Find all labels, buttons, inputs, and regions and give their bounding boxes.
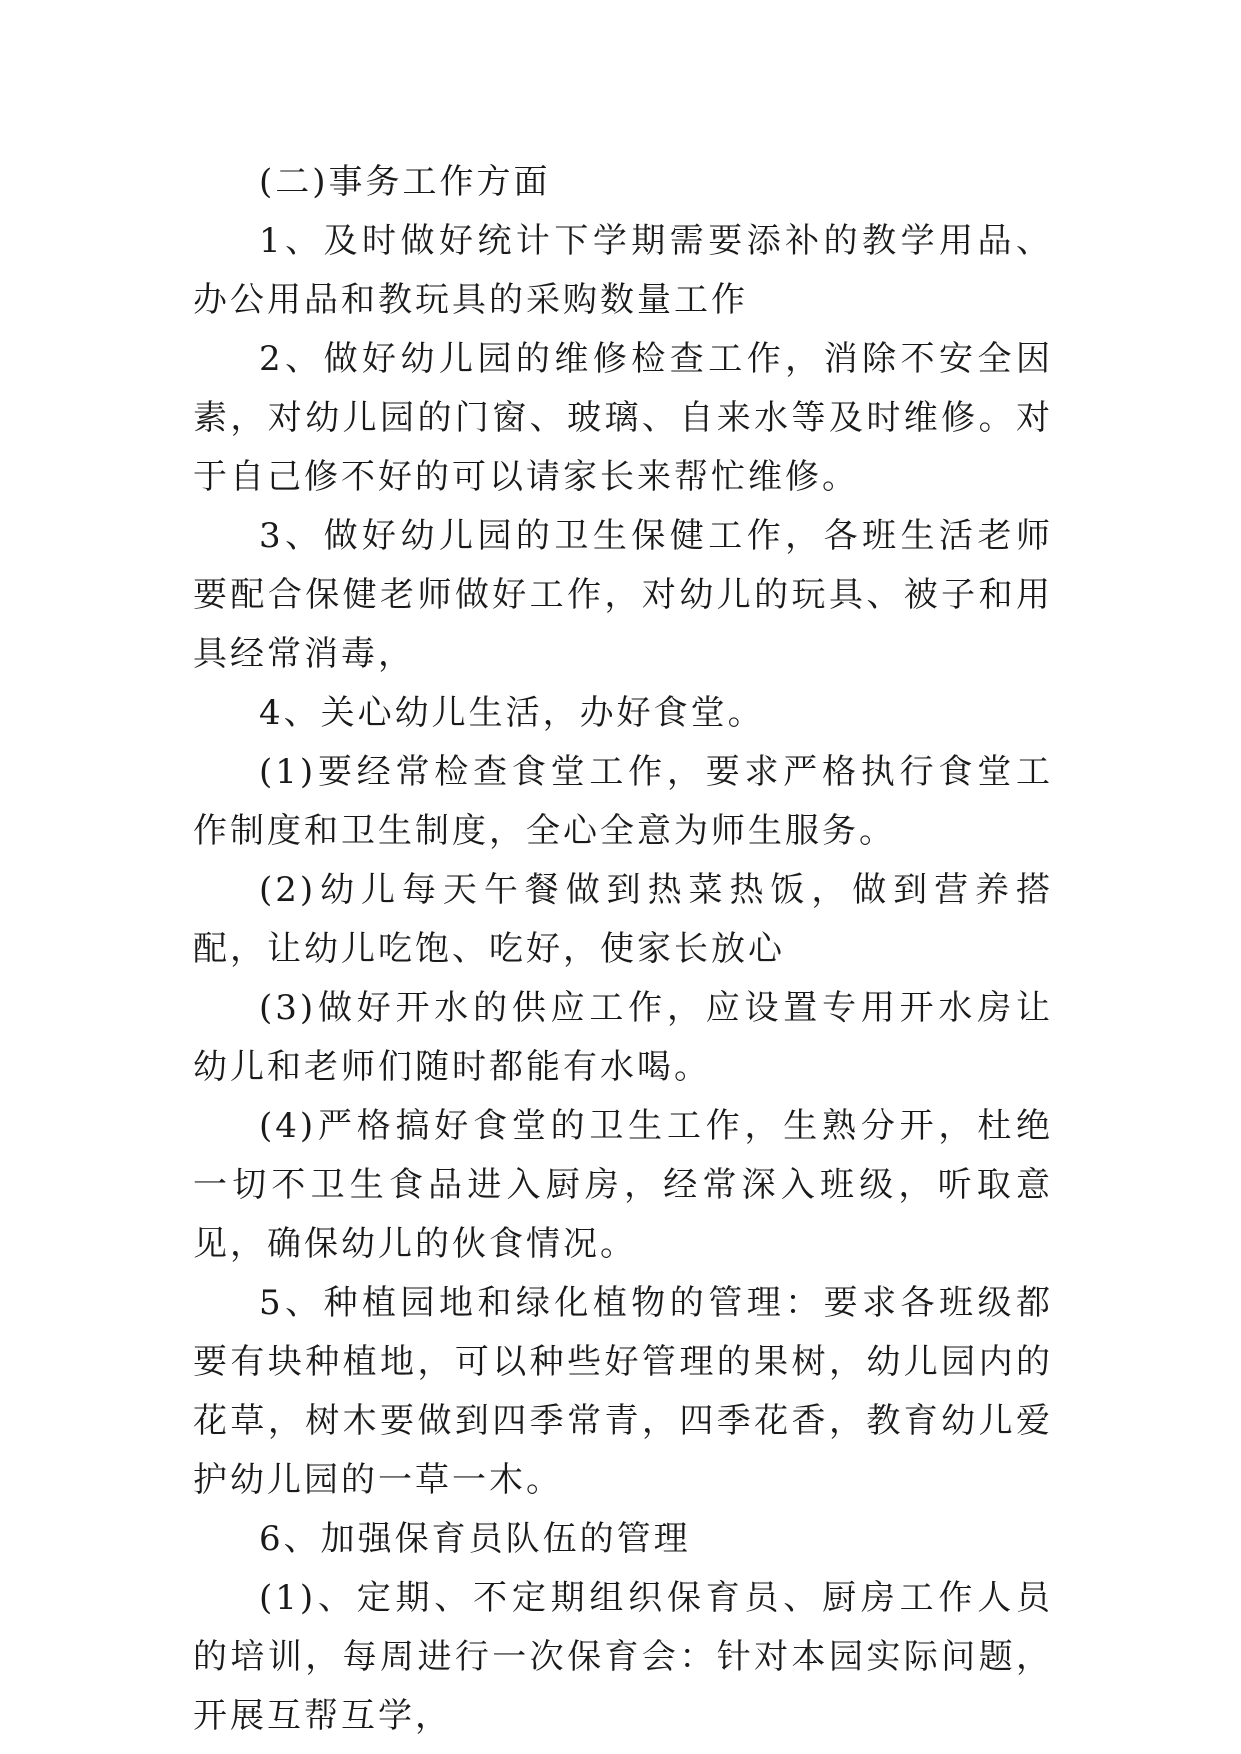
paragraph: 2、做好幼儿园的维修检查工作，消除不安全因素，对幼儿园的门窗、玻璃、自来水等及时维修。对于自己修不好的可以请家长来帮忙维修。 — [193, 339, 1053, 497]
paragraph: (1)要经常检查食堂工作，要求严格执行食堂工作制度和卫生制度，全心全意为师生服务。 — [193, 752, 1053, 851]
paragraph: 3、做好幼儿园的卫生保健工作，各班生活老师要配合保健老师做好工作，对幼儿的玩具、被子和用具经常消毒， — [193, 516, 1053, 674]
document-body — [193, 153, 1053, 1746]
section-heading: (二)事务工作方面 — [259, 162, 551, 202]
paragraph: (4)严格搞好食堂的卫生工作，生熟分开，杜绝一切不卫生食品进入厨房，经常深入班级，听取意见，确保幼儿的伙食情况。 — [193, 1106, 1053, 1264]
paragraph: 1、及时做好统计下学期需要添补的教学用品、办公用品和教玩具的采购数量工作 — [193, 221, 1053, 320]
paragraph: (1)、定期、不定期组织保育员、厨房工作人员的培训，每周进行一次保育会：针对本园实际问题，开展互帮互学， — [193, 1578, 1053, 1736]
paragraph: (2)幼儿每天午餐做到热菜热饭，做到营养搭配，让幼儿吃饱、吃好，使家长放心 — [193, 870, 1053, 969]
paragraph: 4、关心幼儿生活，办好食堂。 — [259, 693, 765, 733]
paragraph: 6、加强保育员队伍的管理 — [259, 1519, 691, 1559]
paragraph: (3)做好开水的供应工作，应设置专用开水房让幼儿和老师们随时都能有水喝。 — [193, 988, 1053, 1087]
paragraph: 5、种植园地和绿化植物的管理：要求各班级都要有块种植地，可以种些好管理的果树，幼儿园内的花草，树木要做到四季常青，四季花香，教育幼儿爱护幼儿园的一草一木。 — [193, 1283, 1053, 1500]
